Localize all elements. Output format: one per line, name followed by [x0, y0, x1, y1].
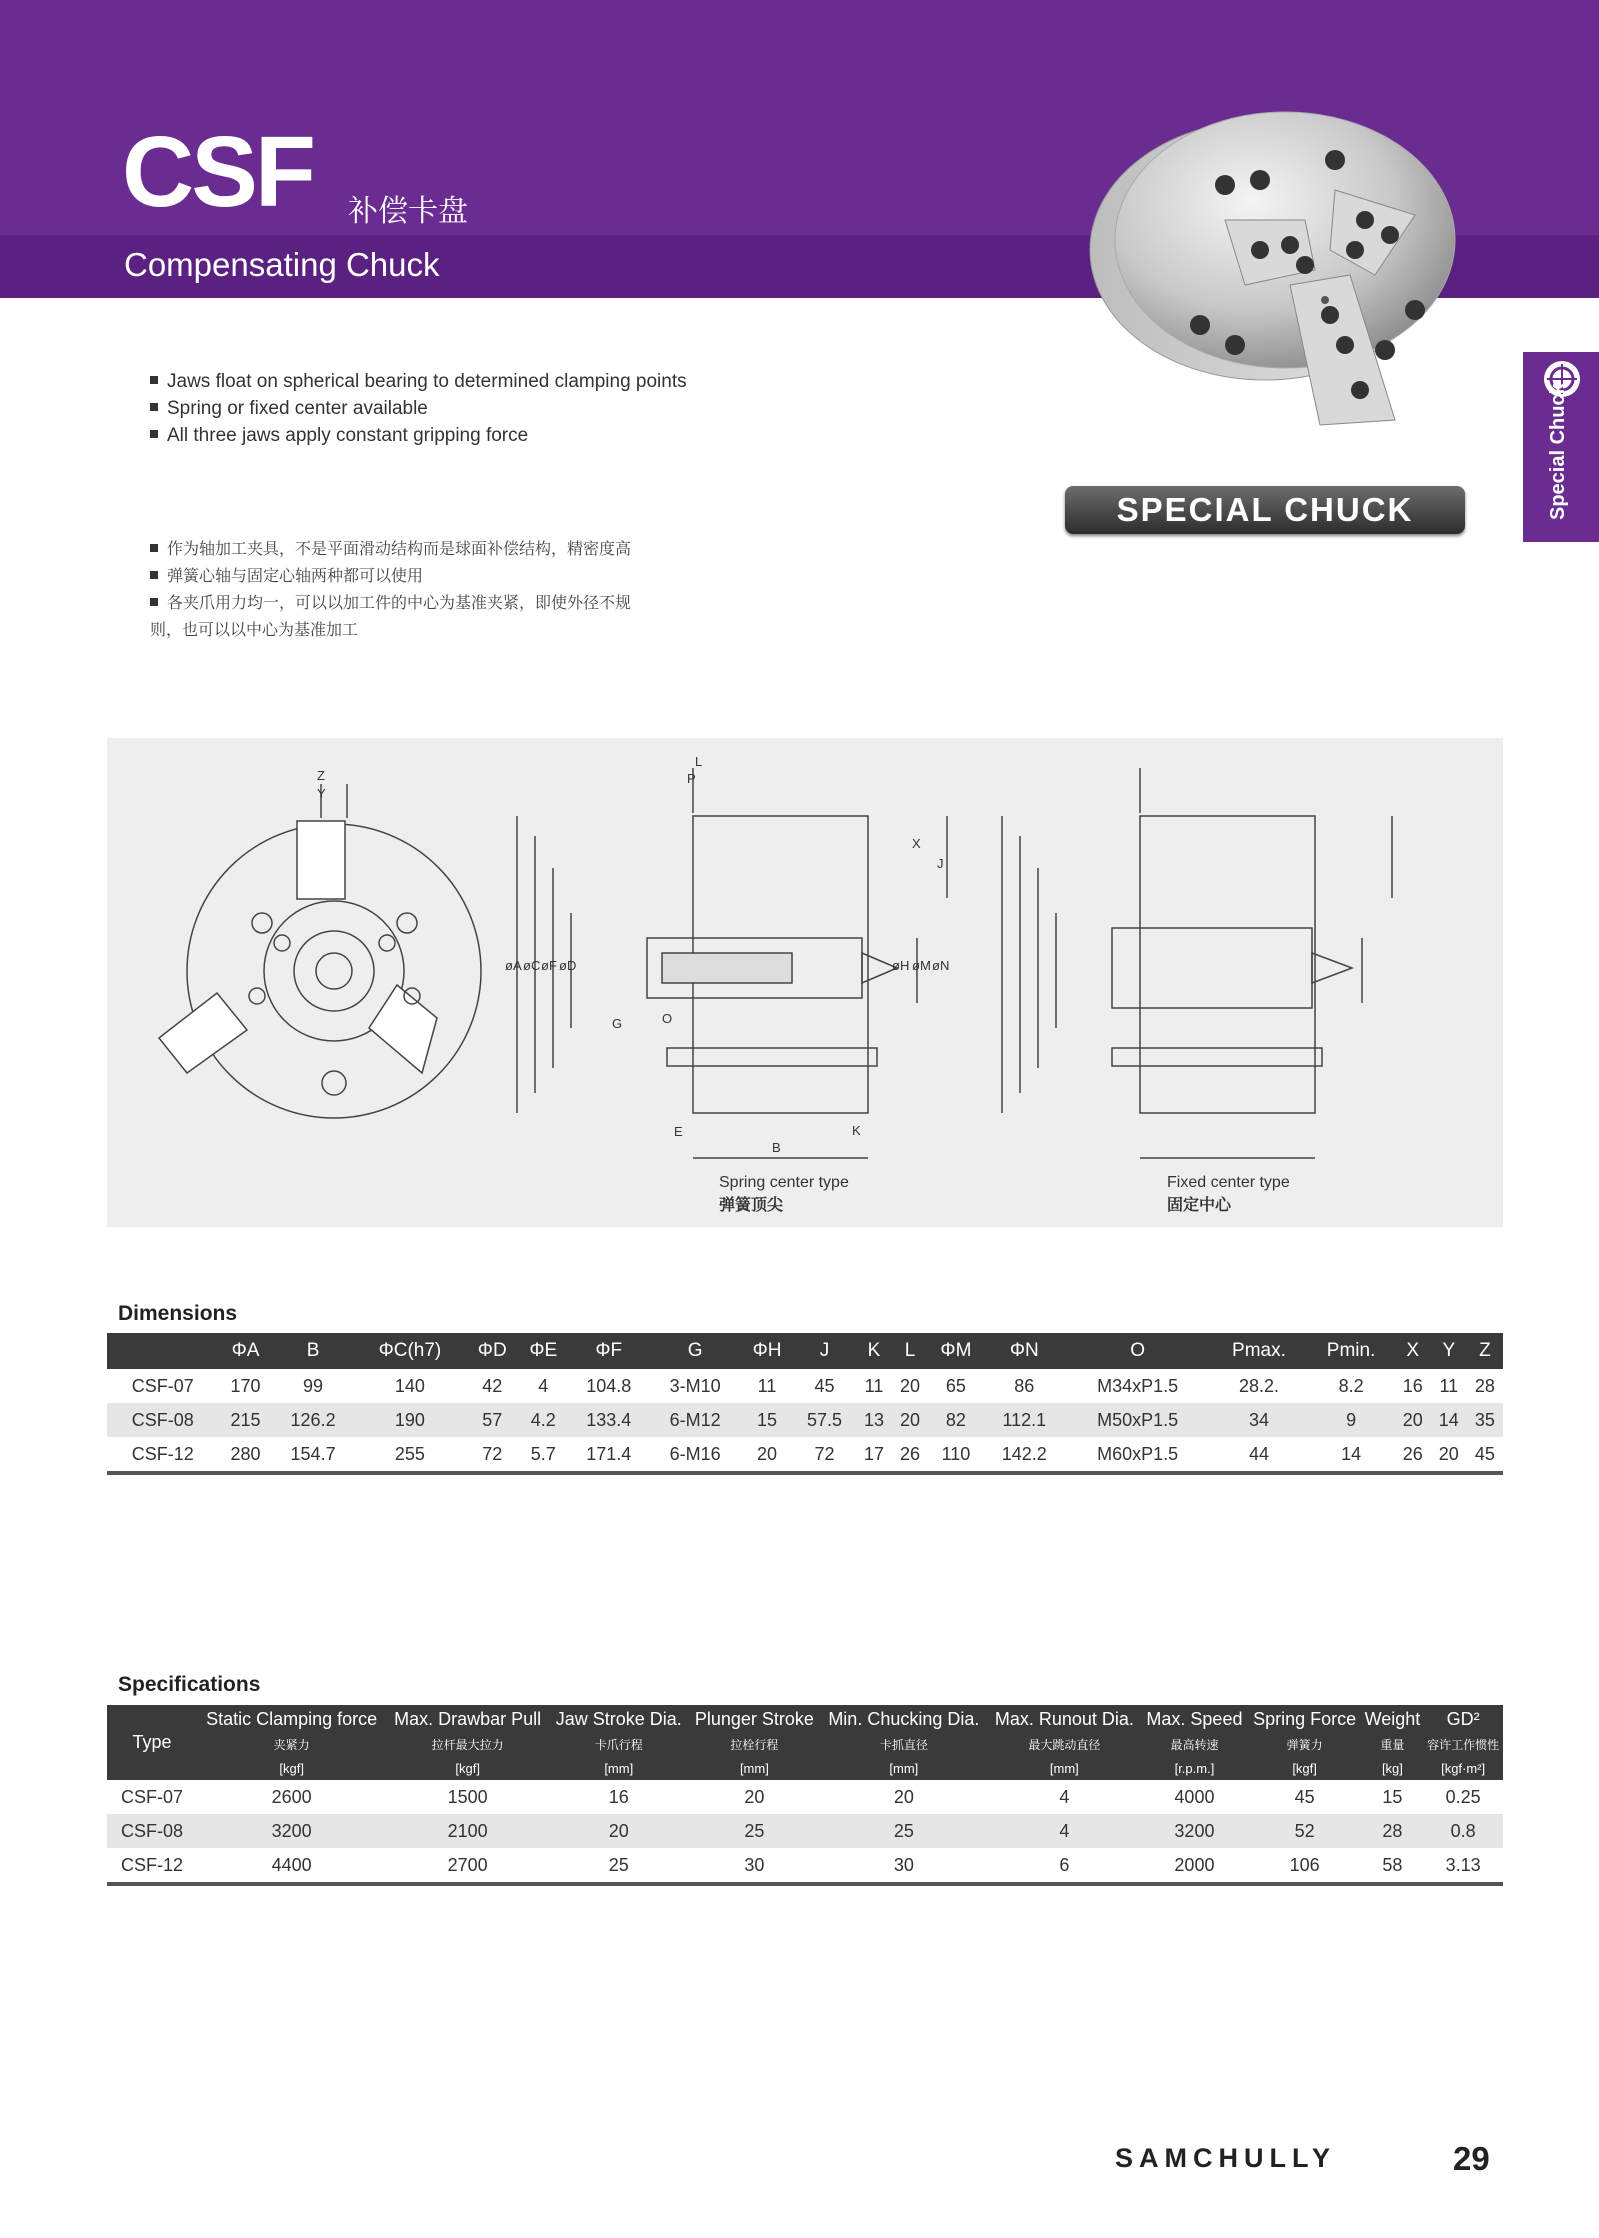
dim-label-a: øA	[505, 958, 522, 973]
table-header: ΦA	[219, 1333, 273, 1369]
technical-drawings	[107, 738, 1503, 1227]
table-header: Pmin.	[1307, 1333, 1394, 1369]
feature-item: Jaws float on spherical bearing to determined clamping points	[150, 368, 687, 395]
special-chuck-badge: SPECIAL CHUCK	[1065, 486, 1465, 534]
side-tab-label: Special Chuck	[1547, 383, 1569, 521]
technical-drawing-panel	[107, 738, 1503, 1227]
table-header: J	[793, 1333, 856, 1369]
feature-item: Spring or fixed center available	[150, 395, 687, 422]
dim-label-y: Y	[317, 786, 326, 801]
dim-label-k: K	[852, 1123, 861, 1138]
table-header: Plunger Stroke 拉栓行程 [mm]	[689, 1705, 821, 1780]
table-header: K	[856, 1333, 892, 1369]
table-header: ΦE	[518, 1333, 568, 1369]
brand-logo: SAMCHULLY	[1115, 2143, 1337, 2173]
spring-center-caption: Spring center type 弹簧顶尖	[719, 1174, 849, 1214]
table-header: Y	[1431, 1333, 1467, 1369]
dim-label-n: øN	[932, 958, 950, 973]
dim-label-e: E	[674, 1124, 683, 1139]
specifications-table	[107, 1705, 1503, 1886]
feature-item-cn: 各夹爪用力均一，可以以加工件的中心为基准夹紧，即使外径不规则，也可以以中心为基准加工	[150, 595, 632, 639]
table-header: Jaw Stroke Dia. 卡爪行程 [mm]	[549, 1705, 688, 1780]
dim-label-b: B	[772, 1140, 781, 1155]
product-title: CSF	[122, 116, 313, 228]
table-header: Type	[107, 1705, 197, 1780]
table-row: CSF-07 170 99 140 42 4 104.8 3-M10 11 45 11 20 65 86 M34xP1.5 28.2. 8.2 16 11 28	[131, 1375, 1495, 1396]
dim-label-m: øM	[912, 958, 931, 973]
table-header: Spring Force 弹簧力 [kgf]	[1248, 1705, 1362, 1780]
features-cn	[150, 536, 670, 644]
table-header: Static Clamping force 夹紧力 [kgf]	[197, 1705, 386, 1780]
table-header	[107, 1333, 219, 1369]
table-header: ΦD	[466, 1333, 518, 1369]
dimensions-title: Dimensions	[118, 1302, 238, 1325]
table-header: Max. Speed 最高转速 [r.p.m.]	[1141, 1705, 1247, 1780]
table-header: ΦH	[741, 1333, 793, 1369]
table-header: Weight 重量 [kg]	[1362, 1705, 1424, 1780]
dim-label-f: øF	[541, 958, 557, 973]
dim-label-j: J	[937, 856, 944, 871]
table-header: O	[1065, 1333, 1211, 1369]
table-row: CSF-12 280 154.7 255 72 5.7 171.4 6-M16 20 72 17 26 110 142.2 M60xP1.5 44 14 26 20 45	[107, 1437, 1503, 1473]
table-row: CSF-07 2600 1500 16 20 20 4 4000 45 15 0.25	[120, 1786, 1481, 1807]
table-header: L	[892, 1333, 928, 1369]
page-number: 29	[1453, 2140, 1490, 2177]
chuck-photo	[1075, 100, 1475, 460]
product-subtitle: Compensating Chuck	[124, 246, 440, 283]
table-header: Pmax.	[1211, 1333, 1308, 1369]
features-en	[150, 368, 687, 449]
table-header: ΦC(h7)	[354, 1333, 467, 1369]
dim-label-h: øH	[892, 958, 910, 973]
dim-label-l: L	[695, 754, 703, 769]
table-header: ΦN	[984, 1333, 1065, 1369]
table-header: Max. Drawbar Pull 拉杆最大拉力 [kgf]	[386, 1705, 549, 1780]
table-header: G	[649, 1333, 741, 1369]
dim-label-o: O	[662, 1011, 673, 1026]
feature-item-cn: 作为轴加工夹具，不是平面滑动结构而是球面补偿结构，精密度高	[150, 536, 670, 563]
table-row: CSF-08 3200 2100 20 25 25 4 3200 52 28 0.8	[107, 1814, 1503, 1848]
table-header: Z	[1467, 1333, 1503, 1369]
dim-label-p: P	[687, 771, 696, 786]
dim-label-z: Z	[317, 768, 325, 783]
table-header: ΦF	[568, 1333, 649, 1369]
table-header: Min. Chucking Dia. 卡抓直径 [mm]	[820, 1705, 987, 1780]
table-header: X	[1395, 1333, 1431, 1369]
dim-label-c: øC	[523, 958, 541, 973]
table-header-row	[107, 1705, 1503, 1780]
table-header: B	[273, 1333, 354, 1369]
dim-label-d: øD	[559, 958, 577, 973]
table-header: Max. Runout Dia. 最大跳动直径 [mm]	[987, 1705, 1141, 1780]
table-row: CSF-08 215 126.2 190 57 4.2 133.4 6-M12 15 57.5 13 20 82 112.1 M50xP1.5 34 9 20 14 35	[107, 1403, 1503, 1437]
feature-item-cn: 弹簧心轴与固定心轴两种都可以使用	[150, 563, 670, 590]
dim-label-g: G	[612, 1016, 623, 1031]
dimensions-table	[107, 1333, 1503, 1475]
table-header-row	[107, 1333, 1503, 1369]
product-title-cn: 补偿卡盘	[348, 195, 468, 228]
feature-item: All three jaws apply constant gripping force	[150, 422, 687, 449]
table-header: ΦM	[928, 1333, 984, 1369]
specifications-title: Specifications	[118, 1673, 261, 1696]
dim-label-x: X	[912, 836, 921, 851]
fixed-center-caption: Fixed center type 固定中心	[1167, 1174, 1290, 1214]
table-header: GD² 容许工作惯性 [kgf·m²]	[1423, 1705, 1503, 1780]
table-row: CSF-12 4400 2700 25 30 30 6 2000 106 58 3.13	[107, 1848, 1503, 1884]
